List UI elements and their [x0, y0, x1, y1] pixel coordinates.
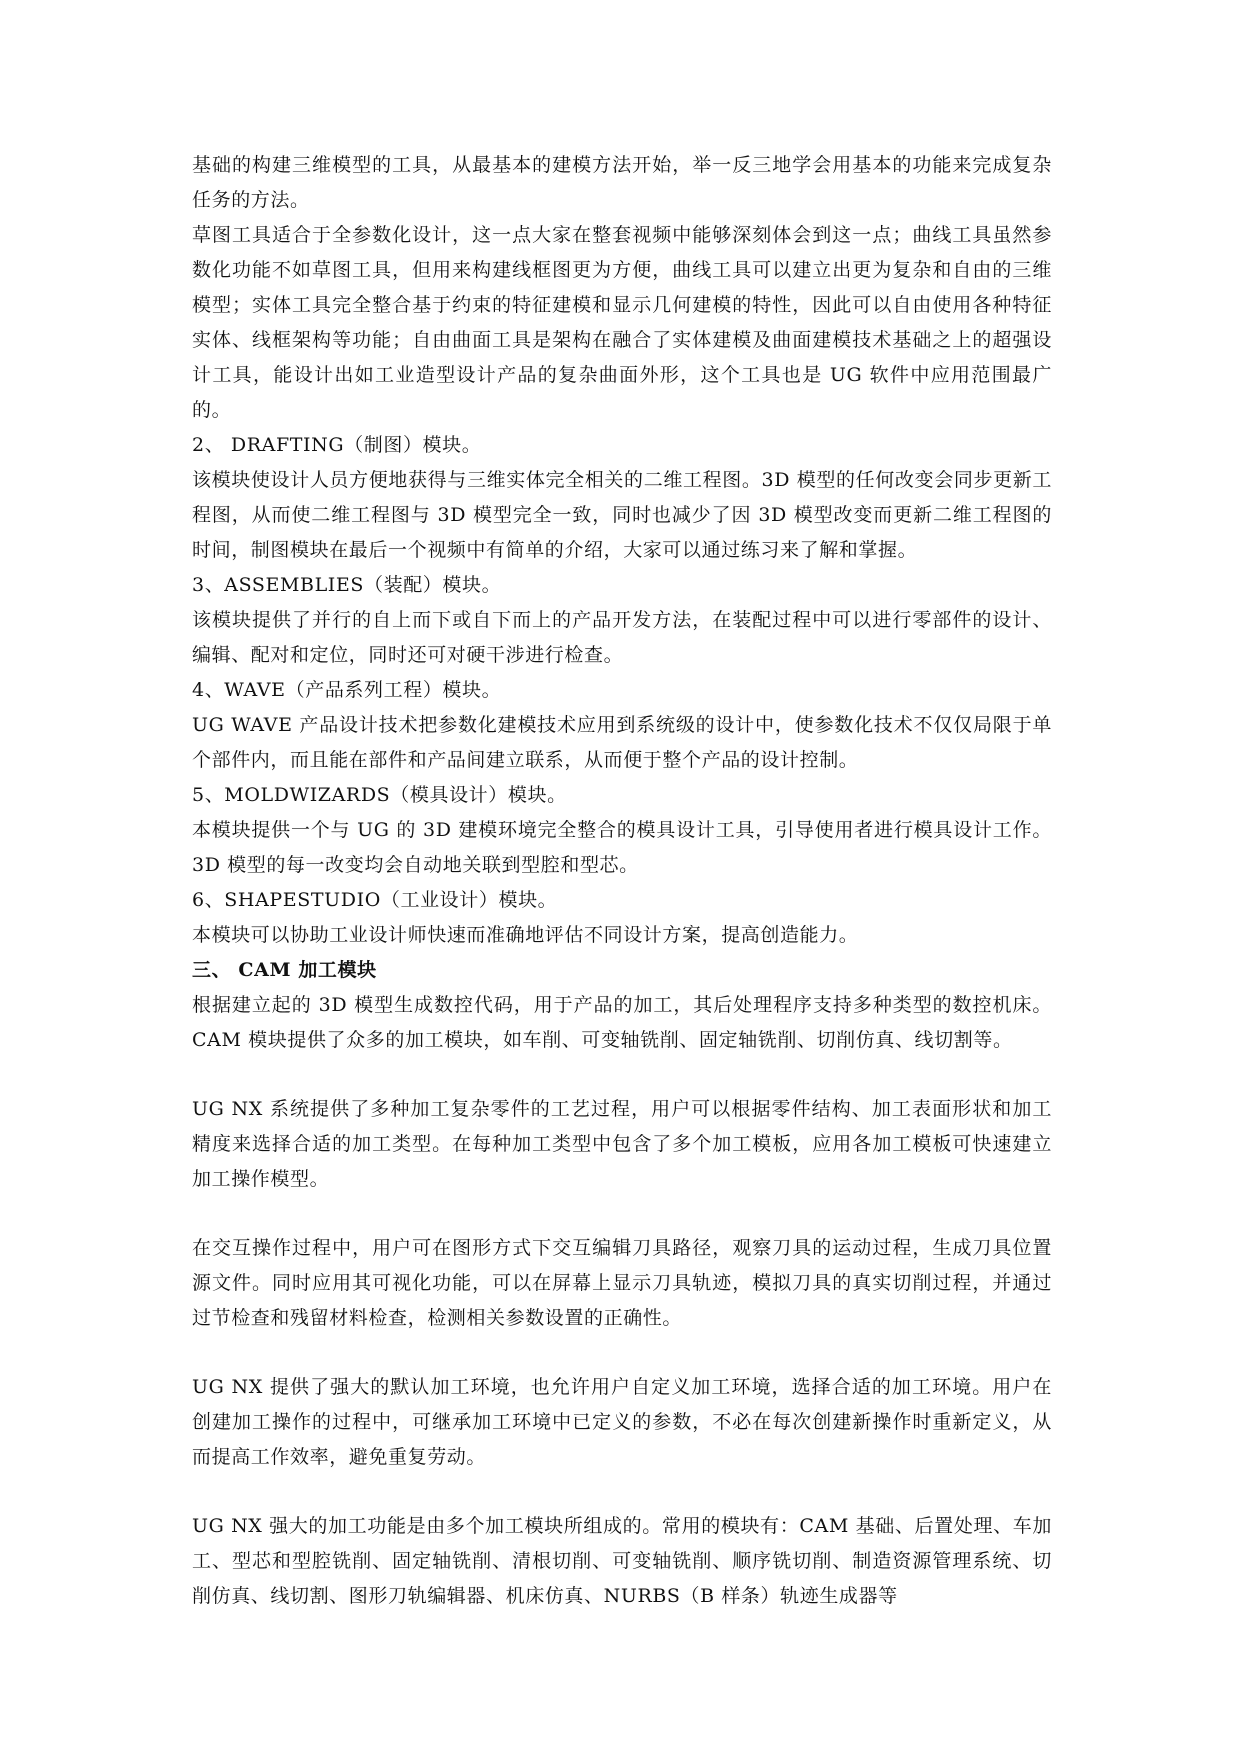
blank-line [192, 1058, 1052, 1092]
item-moldwizards: 5、MOLDWIZARDS（模具设计）模块。 [192, 784, 567, 806]
section-heading-cam: 三、 CAM 加工模块 [192, 959, 377, 981]
paragraph-assemblies: 该模块提供了并行的自上而下或自下而上的产品开发方法，在装配过程中可以进行零部件的设计、编辑、配对和定位，同时还可对硬干涉进行检查。 [192, 609, 1052, 666]
blank-line [192, 1475, 1052, 1509]
paragraph-wave: UG WAVE 产品设计技术把参数化建模技术应用到系统级的设计中，使参数化技术不仅仅局限于单个部件内，而且能在部件和产品间建立联系，从而便于整个产品的设计控制。 [192, 714, 1052, 771]
paragraph-cam-intro: 根据建立起的 3D 模型生成数控代码，用于产品的加工，其后处理程序支持多种类型的数控机床。CAM 模块提供了众多的加工模块，如车削、可变轴铣削、固定轴铣削、切削仿真、线切割等。 [192, 994, 1052, 1051]
paragraph-interactive: 在交互操作过程中，用户可在图形方式下交互编辑刀具路径，观察刀具的运动过程，生成刀具位置源文件。同时应用其可视化功能，可以在屏幕上显示刀具轨迹，模拟刀具的真实切削过程，并通过过节检查和残留材料检查，检测相关参数设置的正确性。 [192, 1237, 1052, 1329]
blank-line [192, 1197, 1052, 1231]
paragraph-drafting: 该模块使设计人员方便地获得与三维实体完全相关的二维工程图。3D 模型的任何改变会同步更新工程图，从而使二维工程图与 3D 模型完全一致，同时也减少了因 3D 模型改变而更新二维工程图的时间，制图模块在最后一个视频中有简单的介绍，大家可以通过练习来了解和掌握。 [192, 469, 1052, 561]
item-shapestudio: 6、SHAPESTUDIO（工业设计）模块。 [192, 889, 558, 911]
blank-line [192, 1336, 1052, 1370]
paragraph-moldwizards: 本模块提供一个与 UG 的 3D 建模环境完全整合的模具设计工具，引导使用者进行模具设计工作。3D 模型的每一改变均会自动地关联到型腔和型芯。 [192, 819, 1052, 876]
paragraph-environment: UG NX 提供了强大的默认加工环境，也允许用户自定义加工环境，选择合适的加工环境。用户在创建加工操作的过程中，可继承加工环境中已定义的参数，不必在每次创建新操作时重新定义，从而提高工作效率，避免重复劳动。 [192, 1376, 1052, 1468]
item-wave: 4、WAVE（产品系列工程）模块。 [192, 679, 502, 701]
paragraph-modeling-intro: 基础的构建三维模型的工具，从最基本的建模方法开始，举一反三地学会用基本的功能来完成复杂任务的方法。 [192, 154, 1052, 211]
paragraph-modules: UG NX 强大的加工功能是由多个加工模块所组成的。常用的模块有：CAM 基础、后置处理、车加工、型芯和型腔铣削、固定轴铣削、清根切削、可变轴铣削、顺序铣切削、制造资源管理系统、切削仿真、线切割、图形刀轨编辑器、机床仿真、NURBS（B 样条）轨迹生成器等 [192, 1515, 1052, 1607]
item-assemblies: 3、ASSEMBLIES（装配）模块。 [192, 574, 502, 596]
paragraph-shapestudio: 本模块可以协助工业设计师快速而准确地评估不同设计方案，提高创造能力。 [192, 924, 859, 946]
paragraph-ugnx-process: UG NX 系统提供了多种加工复杂零件的工艺过程，用户可以根据零件结构、加工表面形状和加工精度来选择合适的加工类型。在每种加工类型中包含了多个加工模板，应用各加工模板可快速建立加工操作模型。 [192, 1098, 1052, 1190]
document-page [192, 148, 1052, 1614]
item-drafting: 2、 DRAFTING（制图）模块。 [192, 434, 482, 456]
paragraph-tools: 草图工具适合于全参数化设计，这一点大家在整套视频中能够深刻体会到这一点；曲线工具虽然参数化功能不如草图工具，但用来构建线框图更为方便，曲线工具可以建立出更为复杂和自由的三维模型；实体工具完全整合基于约束的特征建模和显示几何建模的特性，因此可以自由使用各种特征实体、线框架构等功能；自由曲面工具是架构在融合了实体建模及曲面建模技术基础之上的超强设计工具，能设计出如工业造型设计产品的复杂曲面外形，这个工具也是 UG 软件中应用范围最广的。 [192, 224, 1052, 421]
